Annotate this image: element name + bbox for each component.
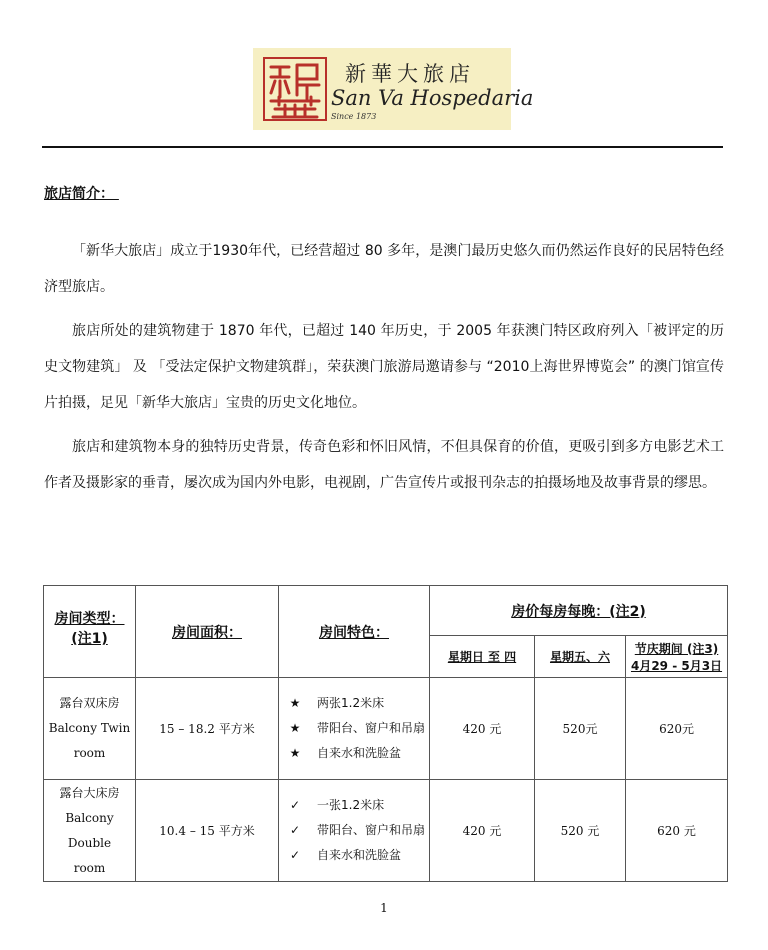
room-area: 15 – 18.2 平方米 xyxy=(136,678,279,780)
intro-paragraph-2: 旅店所处的建筑物建于 1870 年代，已超过 140 年历史，于 2005 年获澳门特区政府列入「被评定的历史文物建筑」 及 「受法定保护文物建筑群」，荣获澳门旅游局邀请参与 “2010上海世界博览会” 的澳门馆宣传片拍摄，足见「新华大旅店」宝贵的历史文化地位。 xyxy=(44,323,724,411)
room-name-english: Balcony Twin xyxy=(48,721,131,735)
price-weekday: 420 元 xyxy=(430,780,535,882)
header-features-label: 房间特色： xyxy=(319,624,389,641)
feature-text: 一张1.2米床 xyxy=(317,798,385,812)
feature-text: 自来水和洗脸盆 xyxy=(317,848,402,862)
logo-name-chinese: 新華大旅店 xyxy=(345,62,475,86)
star-icon: ★ xyxy=(289,721,301,735)
header-price xyxy=(430,586,728,636)
room-features xyxy=(279,780,430,882)
header-holiday-label: 节庆期间 (注3) xyxy=(634,641,719,656)
price-weekday: 420 元 xyxy=(430,678,535,780)
room-name-english: Balcony Double xyxy=(65,810,114,850)
price-holiday: 620 元 xyxy=(626,780,728,882)
header-weekend-label: 星期五、六 xyxy=(549,650,610,664)
room-name-chinese: 露台双床房 xyxy=(59,696,120,710)
table-row xyxy=(44,678,728,780)
feature-text: 带阳台、窗户和吊扇 xyxy=(317,721,426,735)
header-holiday xyxy=(626,636,728,678)
intro-paragraph-1: 「新华大旅店」成立于1930年代，已经营超过 80 多年，是澳门最历史悠久而仍然运作良好的民居特色经济型旅店。 xyxy=(44,243,724,295)
table-row xyxy=(44,780,728,882)
section-title: 旅店简介： xyxy=(44,186,119,202)
room-name xyxy=(44,678,136,780)
list-item xyxy=(287,818,429,843)
check-icon: ✓ xyxy=(289,848,301,862)
list-item xyxy=(287,716,429,741)
check-icon: ✓ xyxy=(289,823,301,837)
header-room-type xyxy=(44,586,136,678)
list-item xyxy=(287,793,429,818)
header-room-type-note: (注1) xyxy=(71,631,108,647)
header-price-label: 房价每房每晚：(注2) xyxy=(511,603,646,620)
list-item xyxy=(287,843,429,868)
header-holiday-dates: 4月29 - 5月3日 xyxy=(630,658,723,673)
header-divider xyxy=(42,146,723,148)
header-weekday-label: 星期日 至 四 xyxy=(447,650,517,664)
room-features xyxy=(279,678,430,780)
hotel-logo xyxy=(253,48,534,130)
header-weekday xyxy=(430,636,535,678)
header-area-label: 房间面积： xyxy=(172,624,242,641)
star-icon: ★ xyxy=(289,696,301,710)
seal-logo-icon xyxy=(261,55,329,123)
page-number: 1 xyxy=(380,901,388,915)
room-rates-table xyxy=(43,585,728,882)
feature-text: 两张1.2米床 xyxy=(317,696,385,710)
room-area: 10.4 – 15 平方米 xyxy=(136,780,279,882)
price-weekend: 520元 xyxy=(535,678,626,780)
header-room-type-label: 房间类型： xyxy=(54,611,125,627)
logo-since: Since 1873 xyxy=(331,112,377,121)
room-name-english-cont: room xyxy=(73,746,106,760)
feature-text: 带阳台、窗户和吊扇 xyxy=(317,823,426,837)
header-weekend xyxy=(535,636,626,678)
room-name-chinese: 露台大床房 xyxy=(59,785,120,800)
room-name-english-cont: room xyxy=(73,860,106,875)
intro-paragraph-3: 旅店和建筑物本身的独特历史背景，传奇色彩和怀旧风情，不但具保育的价值，更吸引到多方电影艺术工作者及摄影家的垂青，屡次成为国内外电影，电视剧，广告宣传片或报刊杂志的拍摄场地及故事背景的缪思。 xyxy=(44,439,724,491)
header-area xyxy=(136,586,279,678)
header-features xyxy=(279,586,430,678)
list-item xyxy=(287,691,429,716)
feature-text: 自来水和洗脸盆 xyxy=(317,746,402,760)
room-name xyxy=(44,780,136,882)
logo-name-english: San Va Hospedaria xyxy=(331,86,534,110)
price-holiday: 620元 xyxy=(626,678,728,780)
star-icon: ★ xyxy=(289,746,301,760)
list-item xyxy=(287,741,429,766)
check-icon: ✓ xyxy=(289,798,301,812)
price-weekend: 520 元 xyxy=(535,780,626,882)
